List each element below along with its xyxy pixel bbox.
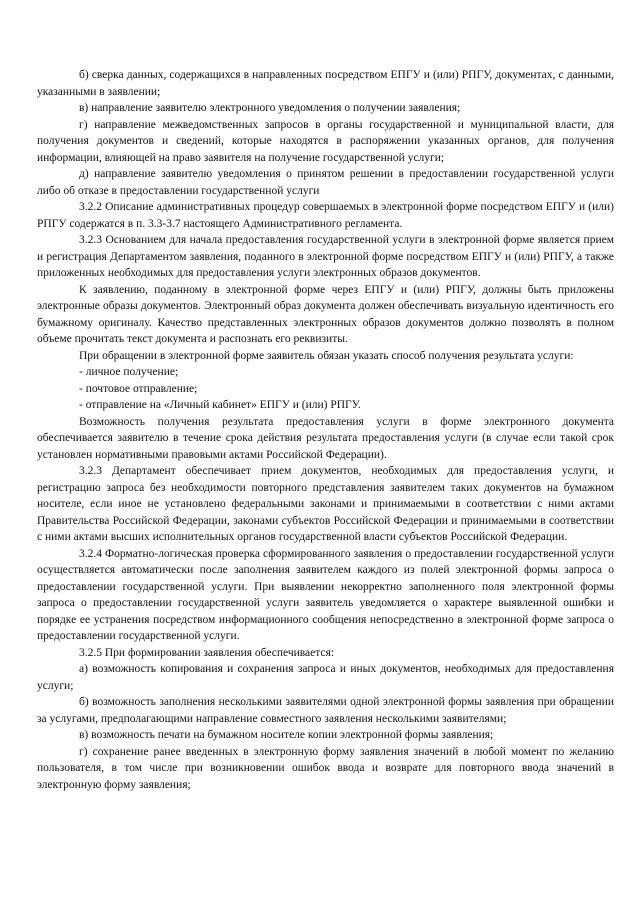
paragraph: 3.2.5 При формировании заявления обеспечивается: <box>79 646 335 659</box>
paragraph: г) сохранение ранее введенных в электронную форму заявления значений в любой момент по желанию пользователя, в том числе при возникновении ошибок ввода и возврате для повторного ввода значений в электронную форму заявления; <box>37 745 614 791</box>
paragraph: 3.2.3 Департамент обеспечивает прием документов, необходимых для предоставления услуги, и регистрацию запроса без необходимости повторного представления заявителем таких документов на бумажном носителе, если иное не установлено федеральными законами и принимаемыми в соответствии с ними актами Правительства Российской Федерации, законами субъектов Российской Федерации и принимаемыми в соответствии с ними актами высших исполнительных органов государственной власти субъектов Российской Федерации. <box>37 465 614 543</box>
paragraph: а) возможность копирования и сохранения запроса и иных документов, необходимых для предоставления услуги; <box>37 663 614 692</box>
paragraph: б) возможность заполнения несколькими заявителями одной электронной формы заявления при обращении за услугами, предполагающими направление совместного заявления несколькими заявителями; <box>37 696 614 725</box>
paragraph: Возможность получения результата предоставления услуги в форме электронного документа обеспечивается заявителю в течение срока действия результата предоставления услуги (в случае если такой срок установлен нормативными правовыми актами Российской Федерации). <box>37 415 614 461</box>
paragraph: в) возможность печати на бумажном носителе копии электронной формы заявления; <box>79 729 494 741</box>
paragraph: 3.2.4 Форматно-логическая проверка сформированного заявления о предоставлении государственной услуги осуществляется автоматически после заполнения заявителем каждого из полей электронной формы запроса о предоставлении государственной услуги. При выявлении некорректно заполненного поля электронной формы запроса о предоставлении государственной услуги заявитель уведомляется о характере выявленной ошибки и порядке ее устранения посредством информационного сообщения непосредственно в электронной форме запроса о предоставлении государственной услуги. <box>37 547 614 642</box>
paragraph: г) направление межведомственных запросов в органы государственной и муниципальной власти, для получения документов и сведений, которые находятся в распоряжении указанных органов, для получения информации, влияющей на право заявителя на получение государственной услуги; <box>37 118 614 164</box>
list-item: - личное получение; <box>79 366 179 378</box>
paragraph: б) сверка данных, содержащихся в направленных посредством ЕПГУ и (или) РПГУ, документах, с данными, указанными в заявлении; <box>37 69 614 98</box>
paragraph: д) направление заявителю уведомления о принятом решении в предоставлении государственной услуги либо об отказе в предоставлении государственной услуги <box>37 168 614 197</box>
list-item: - почтовое отправление; <box>79 382 198 395</box>
paragraph: 3.2.2 Описание административных процедур совершаемых в электронной форме посредством ЕПГУ и (или) РПГУ содержатся в п. 3.3-3.7 настоящего Административного регламента. <box>37 201 614 230</box>
paragraph: При обращении в электронной форме заявитель обязан указать способ получения результата услуги: <box>79 349 574 362</box>
paragraph: 3.2.3 Основанием для начала предоставления государственной услуги в электронной форме является прием и регистрация Департаментом заявления, поданного в электронной форме посредством ЕПГУ и (или) РПГУ, а также приложенных необходимых для предоставления услуги электронных образов документов. <box>37 234 614 279</box>
paragraph: К заявлению, поданному в электронной форме через ЕПГУ и (или) РПГУ, должны быть приложены электронные образы документов. Электронный образ документа должен обеспечивать визуальную идентичность его бумажному оригиналу. Качество представленных электронных образов документов должно позволять в полном объеме прочитать текст документа и распознать его реквизиты. <box>37 283 614 345</box>
list-item: - отправление на «Личный кабинет» ЕПГУ и (или) РПГУ. <box>79 399 361 411</box>
document-body <box>37 67 614 793</box>
paragraph: в) направление заявителю электронного уведомления о получении заявления; <box>79 102 461 114</box>
